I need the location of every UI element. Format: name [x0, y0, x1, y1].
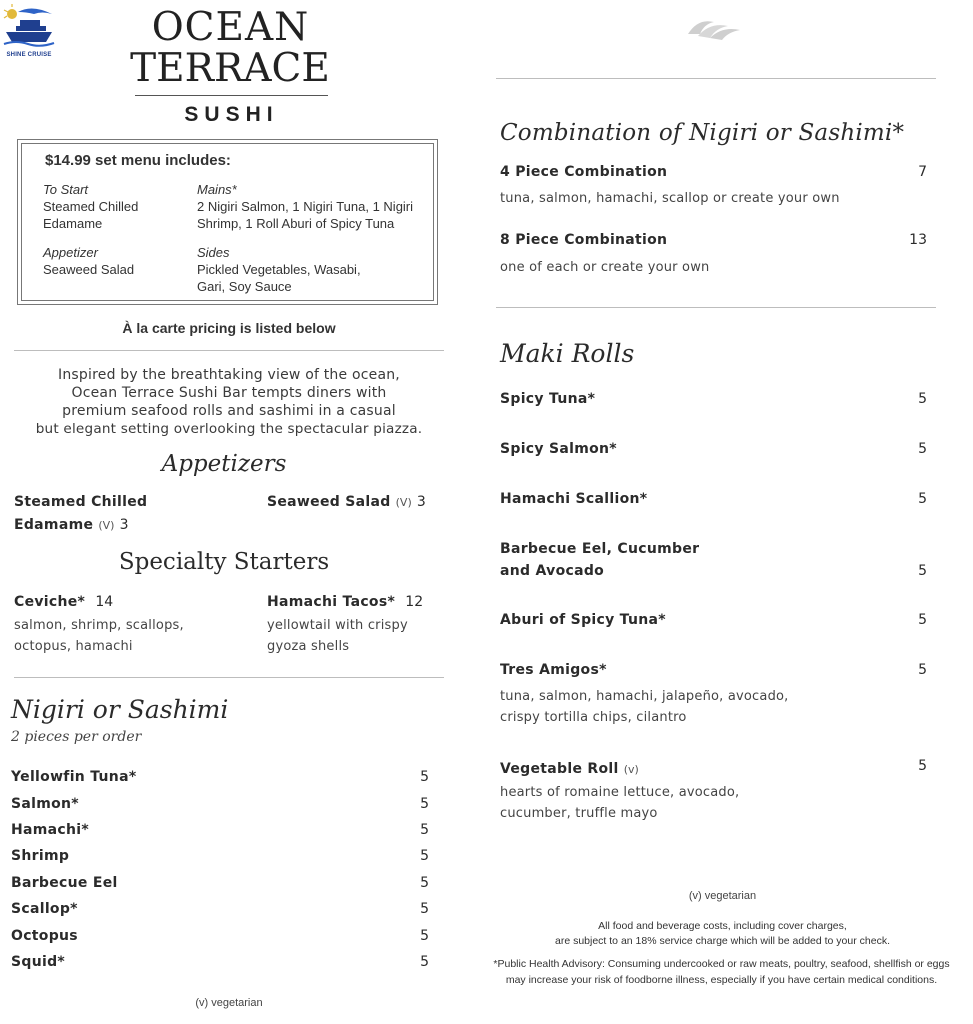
maki-item-name: Spicy Salmon*	[500, 441, 617, 457]
vegetarian-marker: (V)	[395, 496, 412, 509]
starter-ceviche-desc-2: octopus, hamachi	[14, 639, 133, 654]
set-sides-label: Sides	[197, 245, 230, 260]
maki-item-price: 5	[918, 758, 927, 774]
brand-subtitle: SUSHI	[184, 103, 279, 126]
nigiri-item-price: 5	[420, 796, 429, 812]
nigiri-item-price: 5	[420, 901, 429, 917]
starters-title: Specialty Starters	[118, 549, 330, 575]
combination-title: Combination of Nigiri or Sashimi*	[500, 120, 905, 146]
right-vegetarian-note: (v) vegetarian	[688, 890, 757, 902]
set-to-start	[43, 181, 138, 232]
set-mains-text-2: Shrimp, 1 Roll Aburi of Spicy Tuna	[197, 216, 395, 231]
appetizer-edamame-name-2: Edamame	[14, 517, 94, 533]
starter-tacos-name: Hamachi Tacos*	[267, 594, 396, 610]
advisory-line-1: *Public Health Advisory: Consuming undercooked or raw meats, poultry, seafood, shellfish or eggs	[493, 958, 950, 970]
maki-item	[500, 391, 927, 407]
set-menu-heading: $14.99 set menu includes:	[45, 152, 231, 169]
combo-8-desc: one of each or create your own	[500, 260, 710, 275]
maki-item-name: Hamachi Scallion*	[500, 491, 648, 507]
combo-4-row	[500, 164, 927, 180]
maki-item-name: Vegetable Roll	[500, 761, 619, 777]
wave-logo-icon	[684, 14, 744, 46]
left-vegetarian-note: (v) vegetarian	[195, 997, 263, 1009]
nigiri-item-name: Scallop*	[11, 901, 78, 917]
starter-ceviche	[14, 591, 184, 657]
combo-4-desc: tuna, salmon, hamachi, scallop or create your own	[500, 191, 840, 206]
divider-right-top	[496, 78, 936, 79]
maki-item	[500, 612, 927, 628]
nigiri-item-name: Shrimp	[11, 848, 70, 864]
maki-item-name: Aburi of Spicy Tuna*	[500, 612, 666, 628]
nigiri-item-name: Squid*	[11, 954, 66, 970]
set-to-start-text-1: Steamed Chilled	[43, 199, 139, 214]
starter-tacos-price: 12	[405, 594, 424, 610]
vegetarian-marker: (V)	[98, 519, 115, 532]
nigiri-item-price: 5	[420, 822, 429, 838]
brand-divider	[135, 95, 328, 96]
appetizer-seaweed-price: 3	[416, 494, 426, 510]
set-mains-text-1: 2 Nigiri Salmon, 1 Nigiri Tuna, 1 Nigiri	[197, 199, 414, 214]
set-sides-text-1: Pickled Vegetables, Wasabi,	[197, 262, 361, 277]
appetizers-title: Appetizers	[161, 451, 287, 477]
maki-item-name: Tres Amigos*	[500, 662, 607, 678]
set-mains-label: Mains*	[197, 182, 237, 197]
appetizer-edamame-name-1: Steamed Chilled	[14, 494, 148, 510]
starter-tacos-desc-2: gyoza shells	[267, 639, 350, 654]
alacarte-note: À la carte pricing is listed below	[122, 320, 336, 336]
nigiri-item-price: 5	[420, 954, 429, 970]
maki-item	[500, 758, 927, 777]
divider-maki-top	[496, 307, 936, 308]
list-item	[11, 766, 429, 788]
nigiri-item-price: 5	[420, 848, 429, 864]
maki-item-price: 5	[918, 563, 927, 579]
maki-item	[500, 662, 927, 678]
maki-item-price: 5	[918, 612, 927, 628]
nigiri-item-price: 5	[420, 875, 429, 891]
divider-nigiri-top	[14, 677, 444, 678]
maki-title: Maki Rolls	[500, 339, 635, 368]
list-item	[11, 819, 429, 841]
intro-text	[14, 366, 444, 438]
service-line-2: are subject to an 18% service charge which will be added to your check.	[554, 935, 890, 947]
maki-item	[500, 441, 927, 457]
maki-item-desc: hearts of romaine lettuce, avocado,	[500, 785, 740, 800]
intro-line-1: Inspired by the breathtaking view of the ocean,	[58, 367, 400, 383]
logo-text: SHINE CRUISE	[6, 52, 52, 58]
list-item	[11, 845, 429, 867]
starter-ceviche-desc-1: salmon, shrimp, scallops,	[14, 618, 184, 633]
starter-tacos-desc-1: yellowtail with crispy	[267, 618, 408, 633]
set-sides-text-2: Gari, Soy Sauce	[197, 279, 292, 294]
nigiri-item-name: Yellowfin Tuna*	[11, 769, 137, 785]
divider-intro-top	[14, 350, 444, 351]
combo-8-price: 13	[909, 232, 927, 248]
starter-hamachi-tacos	[267, 591, 423, 657]
brand-title-line2: TERRACE	[130, 46, 330, 91]
intro-line-3: premium seafood rolls and sashimi in a casual	[62, 403, 396, 419]
maki-item	[500, 491, 927, 507]
maki-item-desc: tuna, salmon, hamachi, jalapeño, avocado,	[500, 689, 789, 704]
cruise-ship-icon	[2, 2, 56, 48]
maki-item-name: and Avocado	[500, 563, 605, 579]
intro-line-4: but elegant setting overlooking the spectacular piazza.	[35, 421, 423, 437]
list-item	[11, 793, 429, 815]
maki-item-name: Barbecue Eel, Cucumber	[500, 541, 700, 557]
intro-line-2: Ocean Terrace Sushi Bar tempts diners with	[71, 385, 387, 401]
service-charge-note	[476, 919, 969, 949]
maki-item-price: 5	[918, 491, 927, 507]
maki-item-desc: crispy tortilla chips, cilantro	[500, 710, 687, 725]
starter-ceviche-price: 14	[95, 594, 114, 610]
starter-ceviche-name: Ceviche*	[14, 594, 86, 610]
appetizer-edamame-price: 3	[119, 517, 129, 533]
maki-item	[500, 563, 927, 579]
service-line-1: All food and beverage costs, including cover charges,	[598, 920, 847, 932]
nigiri-item-price: 5	[420, 928, 429, 944]
maki-item-desc: cucumber, truffle mayo	[500, 806, 658, 821]
nigiri-item-name: Hamachi*	[11, 822, 89, 838]
nigiri-item-name: Barbecue Eel	[11, 875, 118, 891]
list-item	[11, 951, 429, 973]
nigiri-title: Nigiri or Sashimi	[11, 695, 229, 724]
list-item	[11, 925, 429, 947]
nigiri-item-name: Salmon*	[11, 796, 79, 812]
list-item	[11, 872, 429, 894]
set-mains	[197, 181, 413, 232]
set-appetizer	[43, 244, 134, 278]
combo-8-row	[500, 232, 927, 248]
set-appetizer-text: Seaweed Salad	[43, 262, 135, 277]
appetizer-seaweed	[267, 490, 426, 514]
appetizer-seaweed-name: Seaweed Salad	[267, 494, 391, 510]
combo-4-price: 7	[918, 164, 927, 180]
nigiri-subtitle: 2 pieces per order	[11, 729, 142, 745]
maki-item-price: 5	[918, 662, 927, 678]
combo-8-name: 8 Piece Combination	[500, 232, 668, 248]
shine-cruise-logo	[2, 2, 56, 60]
list-item	[11, 898, 429, 920]
set-sides	[197, 244, 361, 295]
maki-item-name: Spicy Tuna*	[500, 391, 596, 407]
set-appetizer-label: Appetizer	[43, 245, 98, 260]
set-to-start-text-2: Edamame	[43, 216, 103, 231]
combo-4-name: 4 Piece Combination	[500, 164, 668, 180]
appetizer-edamame	[14, 491, 147, 537]
health-advisory	[470, 956, 973, 988]
advisory-line-2: may increase your risk of foodborne illness, especially if you have certain medical conditions.	[505, 974, 938, 986]
brand-title-line1: OCEAN	[151, 5, 310, 50]
set-to-start-label: To Start	[43, 182, 89, 197]
nigiri-item-name: Octopus	[11, 928, 78, 944]
vegetarian-marker: (v)	[623, 763, 639, 776]
maki-item-price: 5	[918, 391, 927, 407]
maki-item-price: 5	[918, 441, 927, 457]
nigiri-item-price: 5	[420, 769, 429, 785]
